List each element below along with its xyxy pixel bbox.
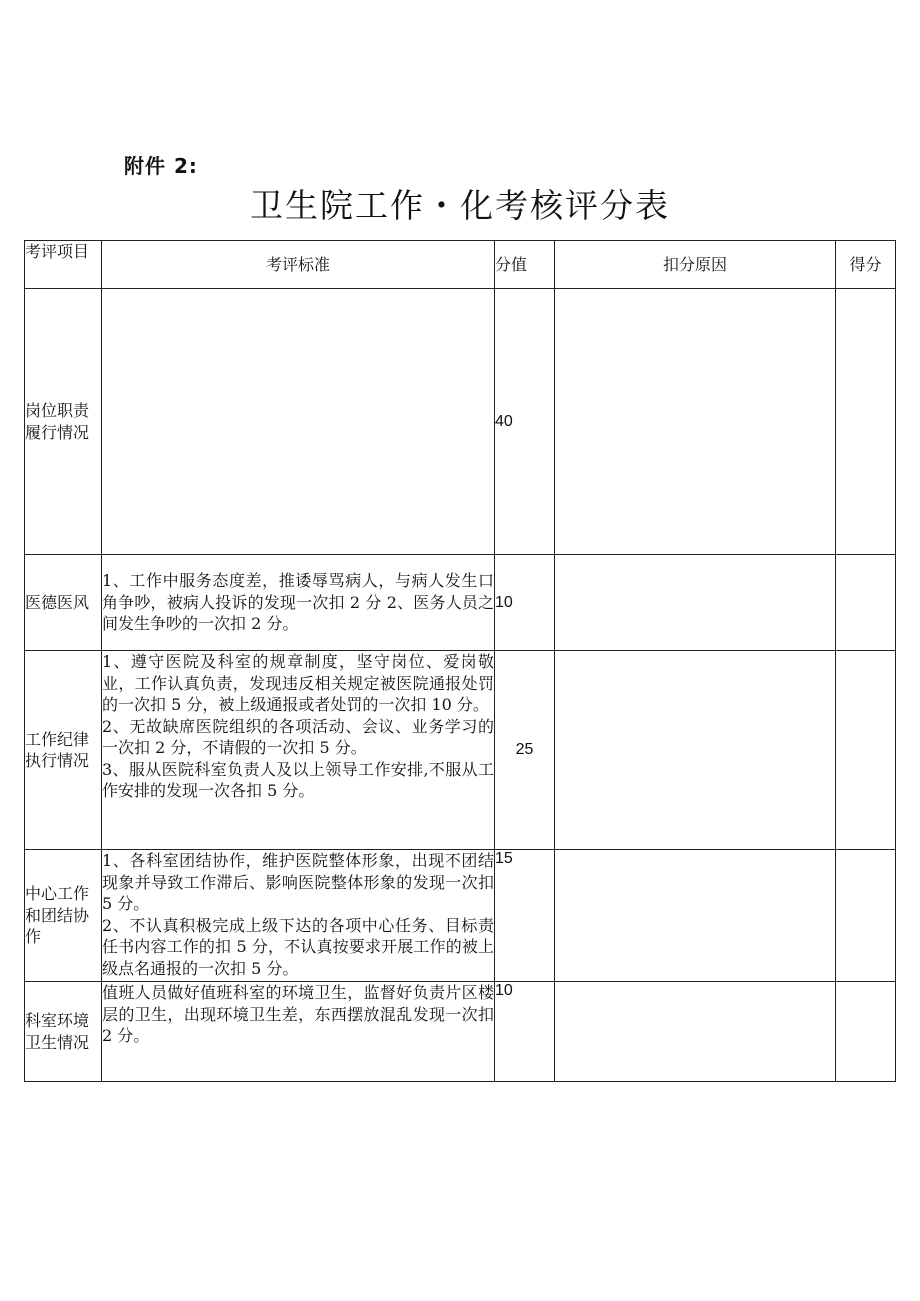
table-header-row bbox=[25, 241, 896, 289]
attachment-label: 附件 2: bbox=[124, 154, 198, 178]
row-item-cell: 医德医风 bbox=[25, 555, 102, 651]
row-reason-cell[interactable] bbox=[555, 850, 836, 982]
row-got-cell[interactable] bbox=[836, 982, 896, 1082]
row-standard-cell bbox=[102, 850, 495, 982]
table-row bbox=[25, 555, 896, 651]
page-title: 卫生院工作・化考核评分表 bbox=[250, 186, 670, 225]
standard-line: 3、服从医院科室负责人及以上领导工作安排,不服从工作安排的发现一次各扣 5 分。 bbox=[102, 759, 494, 800]
row-got-cell[interactable] bbox=[836, 289, 896, 555]
evaluation-table bbox=[24, 240, 896, 1082]
table-row bbox=[25, 850, 896, 982]
row-score-cell: 10 bbox=[495, 982, 555, 1082]
row-score-cell: 10 bbox=[495, 555, 555, 651]
standard-line: 1、工作中服务态度差，推诿辱骂病人，与病人发生口角争吵，被病人投诉的发现一次扣 2 分 2、医务人员之间发生争吵的一次扣 2 分。 bbox=[102, 571, 494, 634]
row-item-cell: 科室环境卫生情况 bbox=[25, 982, 102, 1082]
table-row bbox=[25, 289, 896, 555]
row-reason-cell[interactable] bbox=[555, 982, 836, 1082]
column-header-standard: 考评标准 bbox=[102, 241, 495, 289]
standard-line: 值班人员做好值班科室的环境卫生，监督好负责片区楼层的卫生，出现环境卫生差，东西摆放混乱发现一次扣 2 分。 bbox=[102, 983, 494, 1045]
row-score-cell: 40 bbox=[495, 289, 555, 555]
column-header-item: 考评项目 bbox=[25, 241, 102, 289]
row-got-cell[interactable] bbox=[836, 850, 896, 982]
standard-line: 2、无故缺席医院组织的各项活动、会议、业务学习的一次扣 2 分，不请假的一次扣 5 分。 bbox=[102, 716, 494, 757]
standard-line: 2、不认真积极完成上级下达的各项中心任务、目标责任书内容工作的扣 5 分，不认真按要求开展工作的被上级点名通报的一次扣 5 分。 bbox=[102, 915, 494, 978]
standard-line: 1、各科室团结协作，维护医院整体形象，出现不团结现象并导致工作滞后、影响医院整体形象的发现一次扣 5 分。 bbox=[102, 851, 494, 913]
row-score-cell: 25 bbox=[495, 651, 555, 850]
column-header-reason: 扣分原因 bbox=[555, 241, 836, 289]
standard-line: 1、遵守医院及科室的规章制度，坚守岗位、爱岗敬业，工作认真负责，发现违反相关规定被医院通报处罚的一次扣 5 分，被上级通报或者处罚的一次扣 10 分。 bbox=[102, 652, 494, 714]
row-standard-cell bbox=[102, 289, 495, 555]
column-header-got: 得分 bbox=[836, 241, 896, 289]
row-item-cell: 岗位职责履行情况 bbox=[25, 289, 102, 555]
row-standard-cell bbox=[102, 555, 495, 651]
row-score-cell: 15 bbox=[495, 850, 555, 982]
row-item-cell: 中心工作和团结协作 bbox=[25, 850, 102, 982]
row-got-cell[interactable] bbox=[836, 555, 896, 651]
column-header-score: 分值 bbox=[495, 241, 555, 289]
table-row bbox=[25, 651, 896, 850]
row-standard-cell bbox=[102, 651, 495, 850]
row-item-cell: 工作纪律执行情况 bbox=[25, 651, 102, 850]
table-row bbox=[25, 982, 896, 1082]
row-reason-cell[interactable] bbox=[555, 555, 836, 651]
row-got-cell[interactable] bbox=[836, 651, 896, 850]
row-reason-cell[interactable] bbox=[555, 289, 836, 555]
row-standard-cell bbox=[102, 982, 495, 1082]
row-reason-cell[interactable] bbox=[555, 651, 836, 850]
